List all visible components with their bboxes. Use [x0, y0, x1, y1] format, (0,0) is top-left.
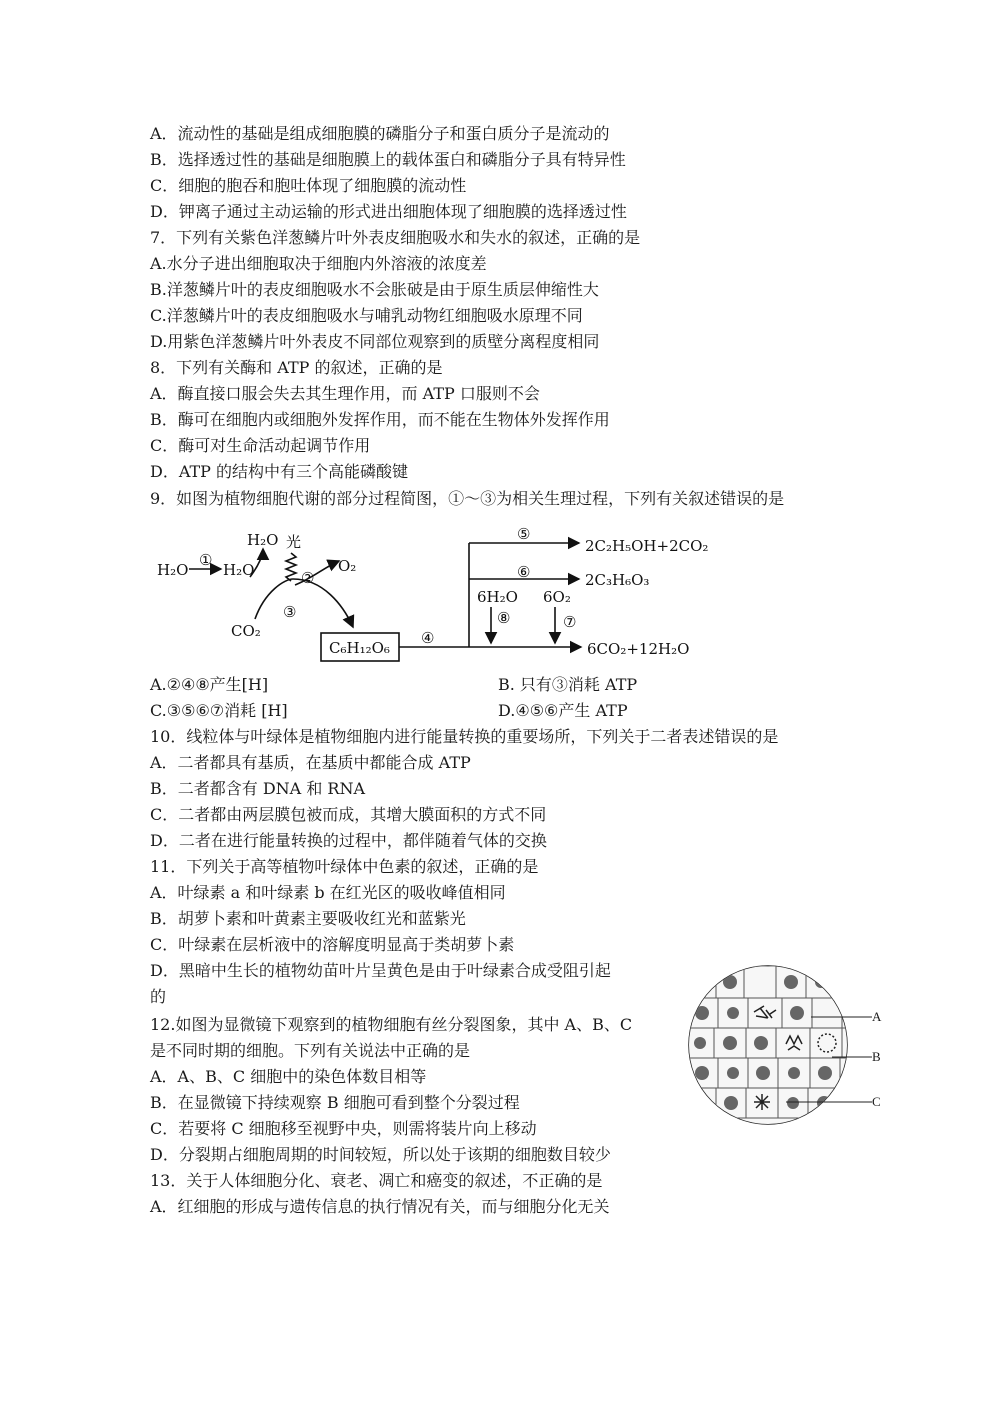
- co2-label: CO₂: [231, 622, 261, 640]
- text-line: D．黑暗中生长的植物幼苗叶片呈黄色是由于叶绿素合成受阻引起: [150, 961, 611, 980]
- text-line: C．若要将 C 细胞移至视野中央，则需将装片向上移动: [150, 1119, 537, 1138]
- text-line: B．胡萝卜素和叶黄素主要吸收红光和蓝紫光: [150, 909, 466, 928]
- text-line: A．酶直接口服会失去其生理作用，而 ATP 口服则不会: [150, 384, 540, 403]
- product-6-label: 2C₃H₆O₃: [585, 571, 650, 589]
- text-line: 是不同时期的细胞。下列有关说法中正确的是: [150, 1041, 471, 1060]
- h2o-top-label: H₂O: [247, 531, 279, 549]
- question-7: 7．下列有关紫色洋葱鳞片叶外表皮细胞吸水和失水的叙述，正确的是: [150, 228, 641, 247]
- step-1-label: ①: [199, 551, 213, 569]
- metabolism-diagram: [155, 523, 715, 663]
- h2o-left-label: H₂O: [157, 561, 189, 579]
- text-line: D．ATP 的结构中有三个高能磷酸键: [150, 462, 409, 481]
- h2o-mid-label: H₂O: [223, 561, 255, 579]
- microscope-figure: [686, 962, 886, 1132]
- light-label: 光: [286, 533, 302, 551]
- text-line: B．酶可在细胞内或细胞外发挥作用，而不能在生物体外发挥作用: [150, 410, 610, 429]
- text-line: A．流动性的基础是组成细胞膜的磷脂分子和蛋白质分子是流动的: [150, 124, 610, 143]
- q9-option-c: C.③⑤⑥⑦消耗 [H]: [150, 701, 288, 720]
- text-line: A．叶绿素 a 和叶绿素 b 在红光区的吸收峰值相同: [150, 883, 506, 902]
- label-c: C: [872, 1094, 881, 1109]
- text-line: D．二者在进行能量转换的过程中，都伴随着气体的交换: [150, 831, 547, 850]
- text-line: C．叶绿素在层析液中的溶解度明显高于类胡萝卜素: [150, 935, 515, 954]
- product-5-label: 2C₂H₅OH+2CO₂: [585, 537, 709, 555]
- step-8-label: ⑧: [497, 609, 511, 627]
- text-line: B．在显微镜下持续观察 B 细胞可看到整个分裂过程: [150, 1093, 520, 1112]
- question-9: 9．如图为植物细胞代谢的部分过程简图，①～③为相关生理过程，下列有关叙述错误的是: [150, 489, 785, 508]
- text-line: C.洋葱鳞片叶的表皮细胞吸水与哺乳动物红细胞吸水原理不同: [150, 306, 583, 325]
- question-12: 12.如图为显微镜下观察到的植物细胞有丝分裂图象，其中 A、B、C: [150, 1015, 633, 1034]
- label-b: B: [872, 1049, 881, 1064]
- text-line: D.用紫色洋葱鳞片叶外表皮不同部位观察到的质壁分离程度相同: [150, 332, 600, 351]
- text-line: D．钾离子通过主动运输的形式进出细胞体现了细胞膜的选择透过性: [150, 202, 627, 221]
- label-a: A: [872, 1009, 882, 1024]
- question-8: 8．下列有关酶和 ATP 的叙述，正确的是: [150, 358, 443, 377]
- product-7-label: 6CO₂+12H₂O: [587, 640, 690, 658]
- text-line: A．二者都具有基质，在基质中都能合成 ATP: [150, 753, 471, 772]
- light-zigzag: [286, 553, 296, 581]
- text-line: B．选择透过性的基础是细胞膜上的载体蛋白和磷脂分子具有特异性: [150, 150, 626, 169]
- question-10: 10．线粒体与叶绿体是植物细胞内进行能量转换的重要场所，下列关于二者表述错误的是: [150, 727, 779, 746]
- text-line: C．细胞的胞吞和胞吐体现了细胞膜的流动性: [150, 176, 467, 195]
- text-line: A．红细胞的形成与遗传信息的执行情况有关，而与细胞分化无关: [150, 1197, 610, 1216]
- q9-option-a: A.②④⑧产生[H]: [150, 675, 269, 694]
- text-line: B．二者都含有 DNA 和 RNA: [150, 779, 366, 798]
- question-13: 13．关于人体细胞分化、衰老、凋亡和癌变的叙述，不正确的是: [150, 1171, 603, 1190]
- text-line: A．A、B、C 细胞中的染色体数目相等: [150, 1067, 427, 1086]
- step-5-label: ⑤: [517, 525, 531, 543]
- question-11: 11．下列关于高等植物叶绿体中色素的叙述，正确的是: [150, 857, 539, 876]
- text-line: B.洋葱鳞片叶的表皮细胞吸水不会胀破是由于原生质层伸缩性大: [150, 280, 599, 299]
- cell-grid: [686, 966, 886, 1132]
- step-7-label: ⑦: [563, 613, 577, 631]
- o2-label: O₂: [338, 557, 357, 575]
- h2o-6-label: 6H₂O: [477, 588, 518, 606]
- q9-option-b: B. 只有③消耗 ATP: [498, 675, 638, 694]
- step-4-label: ④: [421, 629, 435, 647]
- step-3-label: ③: [283, 603, 297, 621]
- text-line: D．分裂期占细胞周期的时间较短，所以处于该期的细胞数目较少: [150, 1145, 611, 1164]
- dividing-cell-c: [754, 1094, 770, 1110]
- q9-option-d: D.④⑤⑥产生 ATP: [498, 701, 628, 720]
- step-6-label: ⑥: [517, 563, 531, 581]
- text-line: C．二者都由两层膜包被而成，其增大膜面积的方式不同: [150, 805, 547, 824]
- step-2-label: ②: [301, 569, 315, 587]
- o2-6-label: 6O₂: [543, 588, 571, 606]
- text-line: C．酶可对生命活动起调节作用: [150, 436, 371, 455]
- text-line: 的: [150, 987, 167, 1006]
- glucose-label: C₆H₁₂O₆: [329, 639, 390, 657]
- text-line: A.水分子进出细胞取决于细胞内外溶液的浓度差: [150, 254, 487, 273]
